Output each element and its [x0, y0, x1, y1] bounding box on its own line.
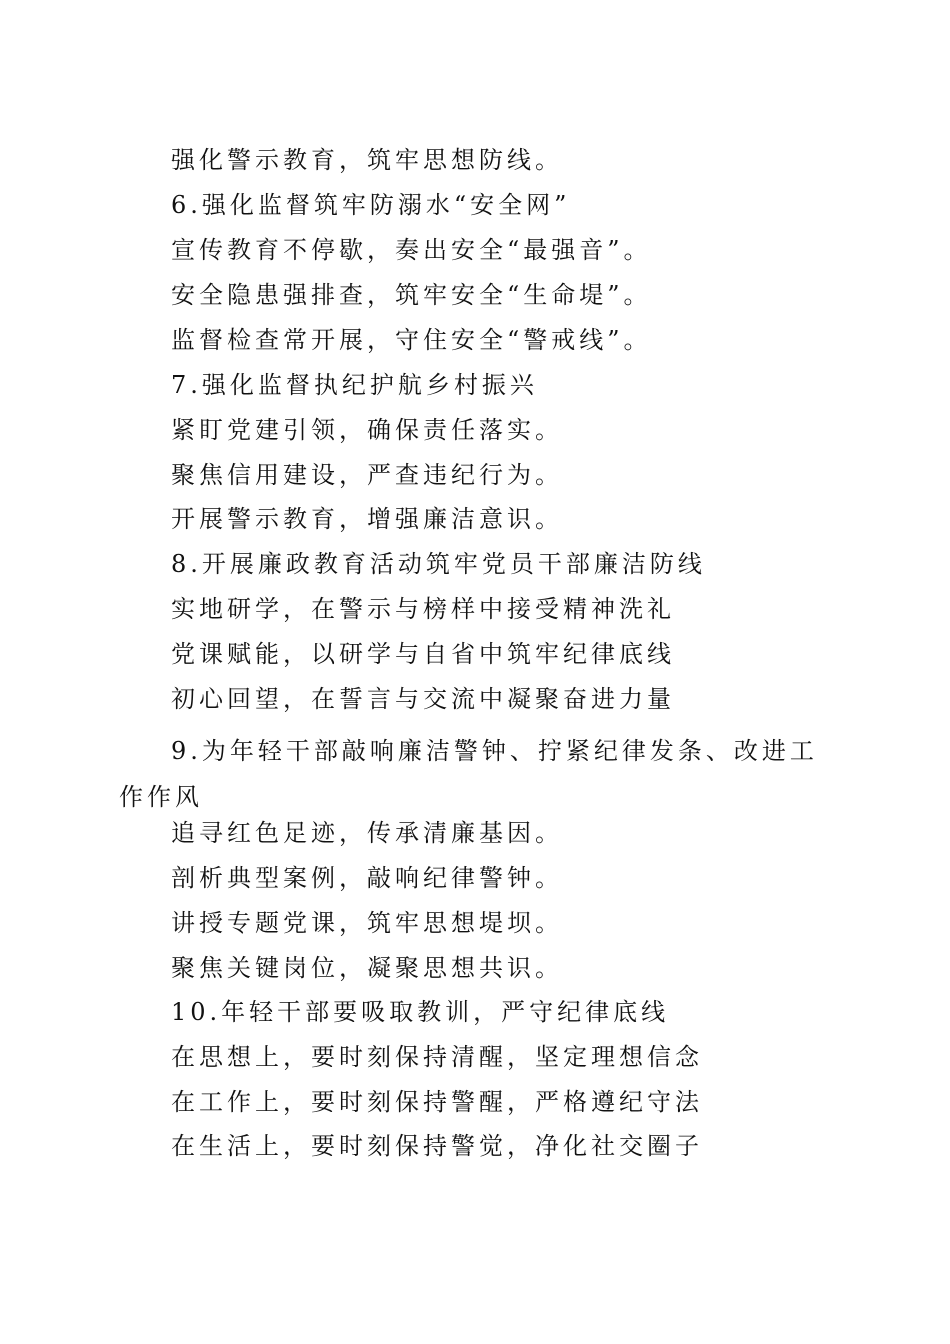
text-line: 初心回望，在誓言与交流中凝聚奋进力量 — [171, 685, 675, 713]
text-line: 开展警示教育，增强廉洁意识。 — [171, 505, 563, 533]
section-heading-8: 8.开展廉政教育活动筑牢党员干部廉洁防线 — [171, 550, 706, 578]
text-line: 监督检查常开展，守住安全“警戒线”。 — [171, 326, 652, 354]
section-heading-9: 9.为年轻干部敲响廉洁警钟、拧紧纪律发条、改进工作作风 — [119, 737, 818, 811]
text-line: 聚焦关键岗位，凝聚思想共识。 — [171, 954, 563, 982]
text-line: 在工作上，要时刻保持警醒，严格遵纪守法 — [171, 1088, 703, 1116]
section-heading-10: 10.年轻干部要吸取教训，严守纪律底线 — [171, 998, 670, 1026]
text-line: 在思想上，要时刻保持清醒，坚定理想信念 — [171, 1043, 703, 1071]
text-line: 实地研学，在警示与榜样中接受精神洗礼 — [171, 595, 675, 623]
section-heading-7: 7.强化监督执纪护航乡村振兴 — [171, 371, 538, 399]
text-line: 讲授专题党课，筑牢思想堤坝。 — [171, 909, 563, 937]
text-line: 紧盯党建引领，确保责任落实。 — [171, 416, 563, 444]
text-line: 强化警示教育，筑牢思想防线。 — [171, 146, 563, 174]
text-line: 追寻红色足迹，传承清廉基因。 — [171, 819, 563, 847]
section-heading-6: 6.强化监督筑牢防溺水“安全网” — [171, 191, 571, 219]
text-line: 剖析典型案例，敲响纪律警钟。 — [171, 864, 563, 892]
text-line: 安全隐患强排查，筑牢安全“生命堤”。 — [171, 281, 652, 309]
text-line: 聚焦信用建设，严查违纪行为。 — [171, 461, 563, 489]
text-line: 党课赋能，以研学与自省中筑牢纪律底线 — [171, 640, 675, 668]
text-line: 在生活上，要时刻保持警觉，净化社交圈子 — [171, 1132, 703, 1160]
text-line: 宣传教育不停歇，奏出安全“最强音”。 — [171, 236, 652, 264]
